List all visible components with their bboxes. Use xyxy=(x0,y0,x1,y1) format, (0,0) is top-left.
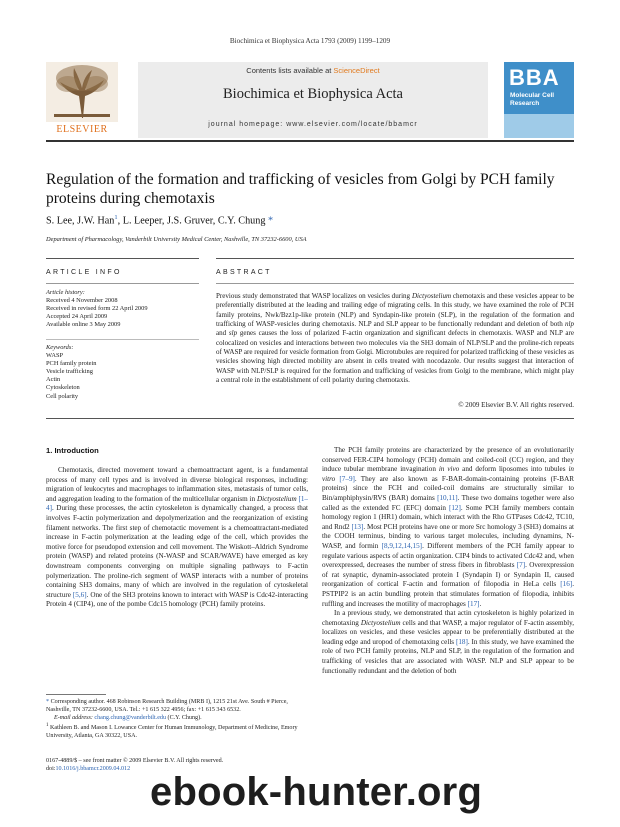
citation-link[interactable]: [10,11] xyxy=(437,493,458,502)
introduction-heading: 1. Introduction xyxy=(46,446,99,455)
elsevier-wordmark: ELSEVIER xyxy=(56,124,108,135)
homepage-url-link[interactable]: www.elsevier.com/locate/bbamcr xyxy=(286,121,418,128)
abstract-body: Previous study demonstrated that WASP localizes on vesicles during Dictyostelium chemotaxis and these vesicles appear to be preferentially distributed at the leading and trailing edge of migrating cells. In this study, we have examined the role of PCH family proteins, Nwk/Bzz1p-like protein (NLP) and Syndapin-like protein (SLP), in the regulation of the formation and trafficking of WASP-vesicles during chemotaxis. NLP and SLP appear to be functionally redundant and deletion of both nlp and slp genes causes the loss of polarized F-actin organization and significant defects in chemotaxis. WASP and NLP are colocalized on vesicles and interactions between two molecules via the SH3 domain of NLP/SLP and the proline-rich repeats of WASP are required for vesicle formation from Golgi. Microtubules are required for polarized trafficking of these vesicles as vesicles showing high directed mobility are absent in cells treated with nocodazole. Our results suggest that interaction of WASP with NLP/SLP is required for the formation and trafficking of vesicles from Golgi to the membrane, which might play a central role in the establishment of cell polarity during chemotaxis. xyxy=(216,292,575,385)
article-info-top-rule xyxy=(46,258,199,259)
cover-stripe xyxy=(504,114,574,138)
article-info-sub-rule xyxy=(46,283,199,284)
keywords xyxy=(46,344,199,401)
keywords-label: Keywords: xyxy=(46,344,74,351)
keyword-item: Vesicle trafficking xyxy=(46,368,93,376)
keyword-item: Cytoskeleton xyxy=(46,384,80,392)
cover-letters: BBA xyxy=(509,65,560,90)
authors-rest: , L. Leeper, J.S. Gruver, C.Y. Chung xyxy=(117,215,266,227)
history-accepted: Accepted 24 April 2009 xyxy=(46,313,108,321)
sciencedirect-link[interactable]: ScienceDirect xyxy=(333,66,380,75)
keyword-item: Actin xyxy=(46,376,61,384)
affiliation-note: $^1$ Kathleen B. and Mason I. Lowance Center for Human Immunology, Department of Medicine, Emory University, Atlanta, GA 30322, USA. xyxy=(46,723,298,740)
cover-subtitle xyxy=(510,92,570,107)
abstract-bottom-rule xyxy=(46,418,574,419)
article-history xyxy=(46,289,199,329)
masthead-banner xyxy=(138,62,488,138)
journal-title: Biochimica et Biophysica Acta xyxy=(223,86,403,102)
citation-link[interactable]: [18] xyxy=(455,637,468,646)
citation-link[interactable]: [7] xyxy=(516,561,526,570)
watermark-text: ebook-hunter.org xyxy=(150,770,483,814)
keyword-item: Cell polarity xyxy=(46,392,79,400)
introduction-paragraph: Chemotaxis, directed movement toward a chemoattractant agent, is a fundamental process of many cell types and is involved in diverse biological responses, including: migration of leukocytes and macrophages to inflammation sites, metastasis of tumor cells, and aggregation leading to the formation of the multicellular organism in Dictyostelium [1–4]. During these processes, the actin cytoskeleton is dynamically changed, a process that involves F-actin polymerization and depolymerization and the reorganization of existing filament networks. The first step of chemotactic movement is a chemoattractant-mediated increase in F-actin polymerization at the leading edge of the cell, which provides the motive force for pseudopod extension and cell movement. The Wiskott–Aldrich Syndrome protein (WASP) and related proteins (N-WASP and SCAR/WAVE) have emerged as key downstream components converging on multiple signaling pathways to F-actin polymerization. The proline-rich segment of WASP interacts with a number of proteins containing SH3 domains, many of which are involved in the regulation of cytoskeletal structure [5,6]. One of the SH3 proteins known to interact with WASP is Cdc42-interacting Protein 4 (CIP4), one of the pombe Cdc15 homology (PCH) family proteins. xyxy=(46,466,308,609)
right-column-text xyxy=(322,446,574,676)
citation-link[interactable]: [7–9] xyxy=(339,474,355,483)
journal-cover-image xyxy=(504,62,574,138)
running-head: Biochimica et Biophysica Acta 1793 (2009) 1199–1209 xyxy=(229,37,391,45)
pch-family-paragraph: The PCH family proteins are characterized by the presence of an evolutionarily conserved FER-CIP4 homology (FCH) domain and coiled-coil (CC) region, and they induce tubular membrane invagination in vivo and deform liposomes into tubules in vitro [7–9]. They are also known as F-BAR-domain-containing proteins (F-BAR proteins) since the FCH and coiled-coil domains are structurally similar to Bin/amphiphysin/RVS (BAR) domains [10,11]. These two domains together were also called as the extended FC (EFC) domain [12]. Some PCH family members contain homology region 1 (HR1) domain, which interact with the Rho GTPases Cdc42, TC10, and Rnd2 [13]. Most PCH proteins have one or more Src homology 3 (SH3) domains at the COOH terminus, binding to various target molecules, including dynamins, N-WASP, and formin [8,9,12,14,15]. Different members of the PCH family appear to regulate various aspects of actin organization. CIP4 binds to activated Cdc42 and, when overexpressed, decreases the number of stress fibers in fibroblasts [7]. Overexpression of rat synaptic, dynamin-associated protein I (Syndapin I) or Syndapin II, caused reorganization of cortical F-actin and formation of filopodia in HeLa cells [16]. PSTPIP2 is an actin bundling protein that stimulates formation of filopodia, inhibits ruffling and increases the motility of macrophages [17]. xyxy=(322,446,575,608)
citation-link[interactable]: [1–4] xyxy=(46,494,308,513)
footnotes xyxy=(46,698,308,741)
authors-first: S. Lee, J.W. Han xyxy=(46,215,115,227)
doi-line: doi:10.1016/j.bbamcr.2009.04.012 xyxy=(46,766,131,773)
cover-subtitle-line2: Research xyxy=(510,99,540,107)
citation-link[interactable]: [13] xyxy=(351,522,364,531)
citation-link[interactable]: [17] xyxy=(467,599,480,608)
abstract-sub-rule xyxy=(216,283,574,284)
journal-homepage xyxy=(138,121,488,128)
abstract-heading: ABSTRACT xyxy=(216,269,272,276)
citation-link[interactable]: [5,6] xyxy=(72,590,87,599)
journal-masthead xyxy=(46,62,574,142)
history-online: Available online 3 May 2009 xyxy=(46,321,121,329)
keyword-item: WASP xyxy=(46,352,64,360)
issn-line: 0167-4889/$ – see front matter © 2009 Elsevier B.V. All rights reserved. xyxy=(46,758,224,764)
elsevier-tree-logo xyxy=(46,62,118,136)
corresponding-author-star[interactable]: * xyxy=(268,215,274,227)
cover-subtitle-line1: Molecular Cell xyxy=(510,92,555,99)
history-revised: Received in revised form 22 April 2009 xyxy=(46,305,148,313)
contents-line xyxy=(138,66,488,75)
email-note: E-mail address: chang.chung@vanderbilt.edu (C.Y. Chung). xyxy=(54,715,202,722)
watermark xyxy=(150,770,616,820)
citation-link[interactable]: [8,9,12,14,15] xyxy=(381,541,423,550)
history-received: Received 4 November 2008 xyxy=(46,297,118,305)
footnote-rule xyxy=(46,694,106,695)
previous-study-paragraph: In a previous study, we demonstrated that actin cytoskeleton is highly polarized in chemotaxing Dictyostelium cells and that WASP, a major regulator of F-actin assembly, localizes on vesicles, and these vesicles appear to be preferentially distributed at the leading edge and uropod of chemotaxing cells [18]. In this study, we have examined the role of two PCH family proteins, NLP and SLP, in the regulation of the formation and trafficking of vesicles that are associated with WASP. NLP and SLP appear to be functionally redundant and the deletion of both xyxy=(322,609,574,675)
doi-link[interactable]: 10.1016/j.bbamcr.2009.04.012 xyxy=(55,766,131,773)
copyright-line: © 2009 Elsevier B.V. All rights reserved. xyxy=(458,401,574,409)
keywords-rule xyxy=(46,339,199,340)
contents-prefix: Contents lists available at xyxy=(246,66,332,75)
email-link[interactable]: chang.chung@vanderbilt.edu xyxy=(94,715,167,722)
citation-link[interactable]: [16] xyxy=(560,580,573,589)
corresponding-author-note: * Corresponding author. 468 Robinson Research Building (MRB I), 1215 21st Ave. South # Pierce, Nashville, TN 37232-6600, USA. Tel.: +1 615 322 4956; fax: +1 615 343 6532. xyxy=(46,699,288,714)
author-footnote-1[interactable]: 1 xyxy=(114,214,118,221)
abstract-top-rule xyxy=(216,258,574,259)
keyword-item: PCH family protein xyxy=(46,360,97,368)
history-label: Article history: xyxy=(46,289,85,296)
homepage-prefix: journal homepage: xyxy=(208,121,284,128)
author-list xyxy=(46,214,576,226)
article-title: Regulation of the formation and trafficking of vesicles from Golgi by PCH family proteins during chemotaxis xyxy=(46,171,555,207)
affiliation: Department of Pharmacology, Vanderbilt University Medical Center, Nashville, TN 37232-6600, USA xyxy=(46,236,307,243)
citation-link[interactable]: [12] xyxy=(448,503,461,512)
article-info-heading: ARTICLE INFO xyxy=(46,269,122,276)
